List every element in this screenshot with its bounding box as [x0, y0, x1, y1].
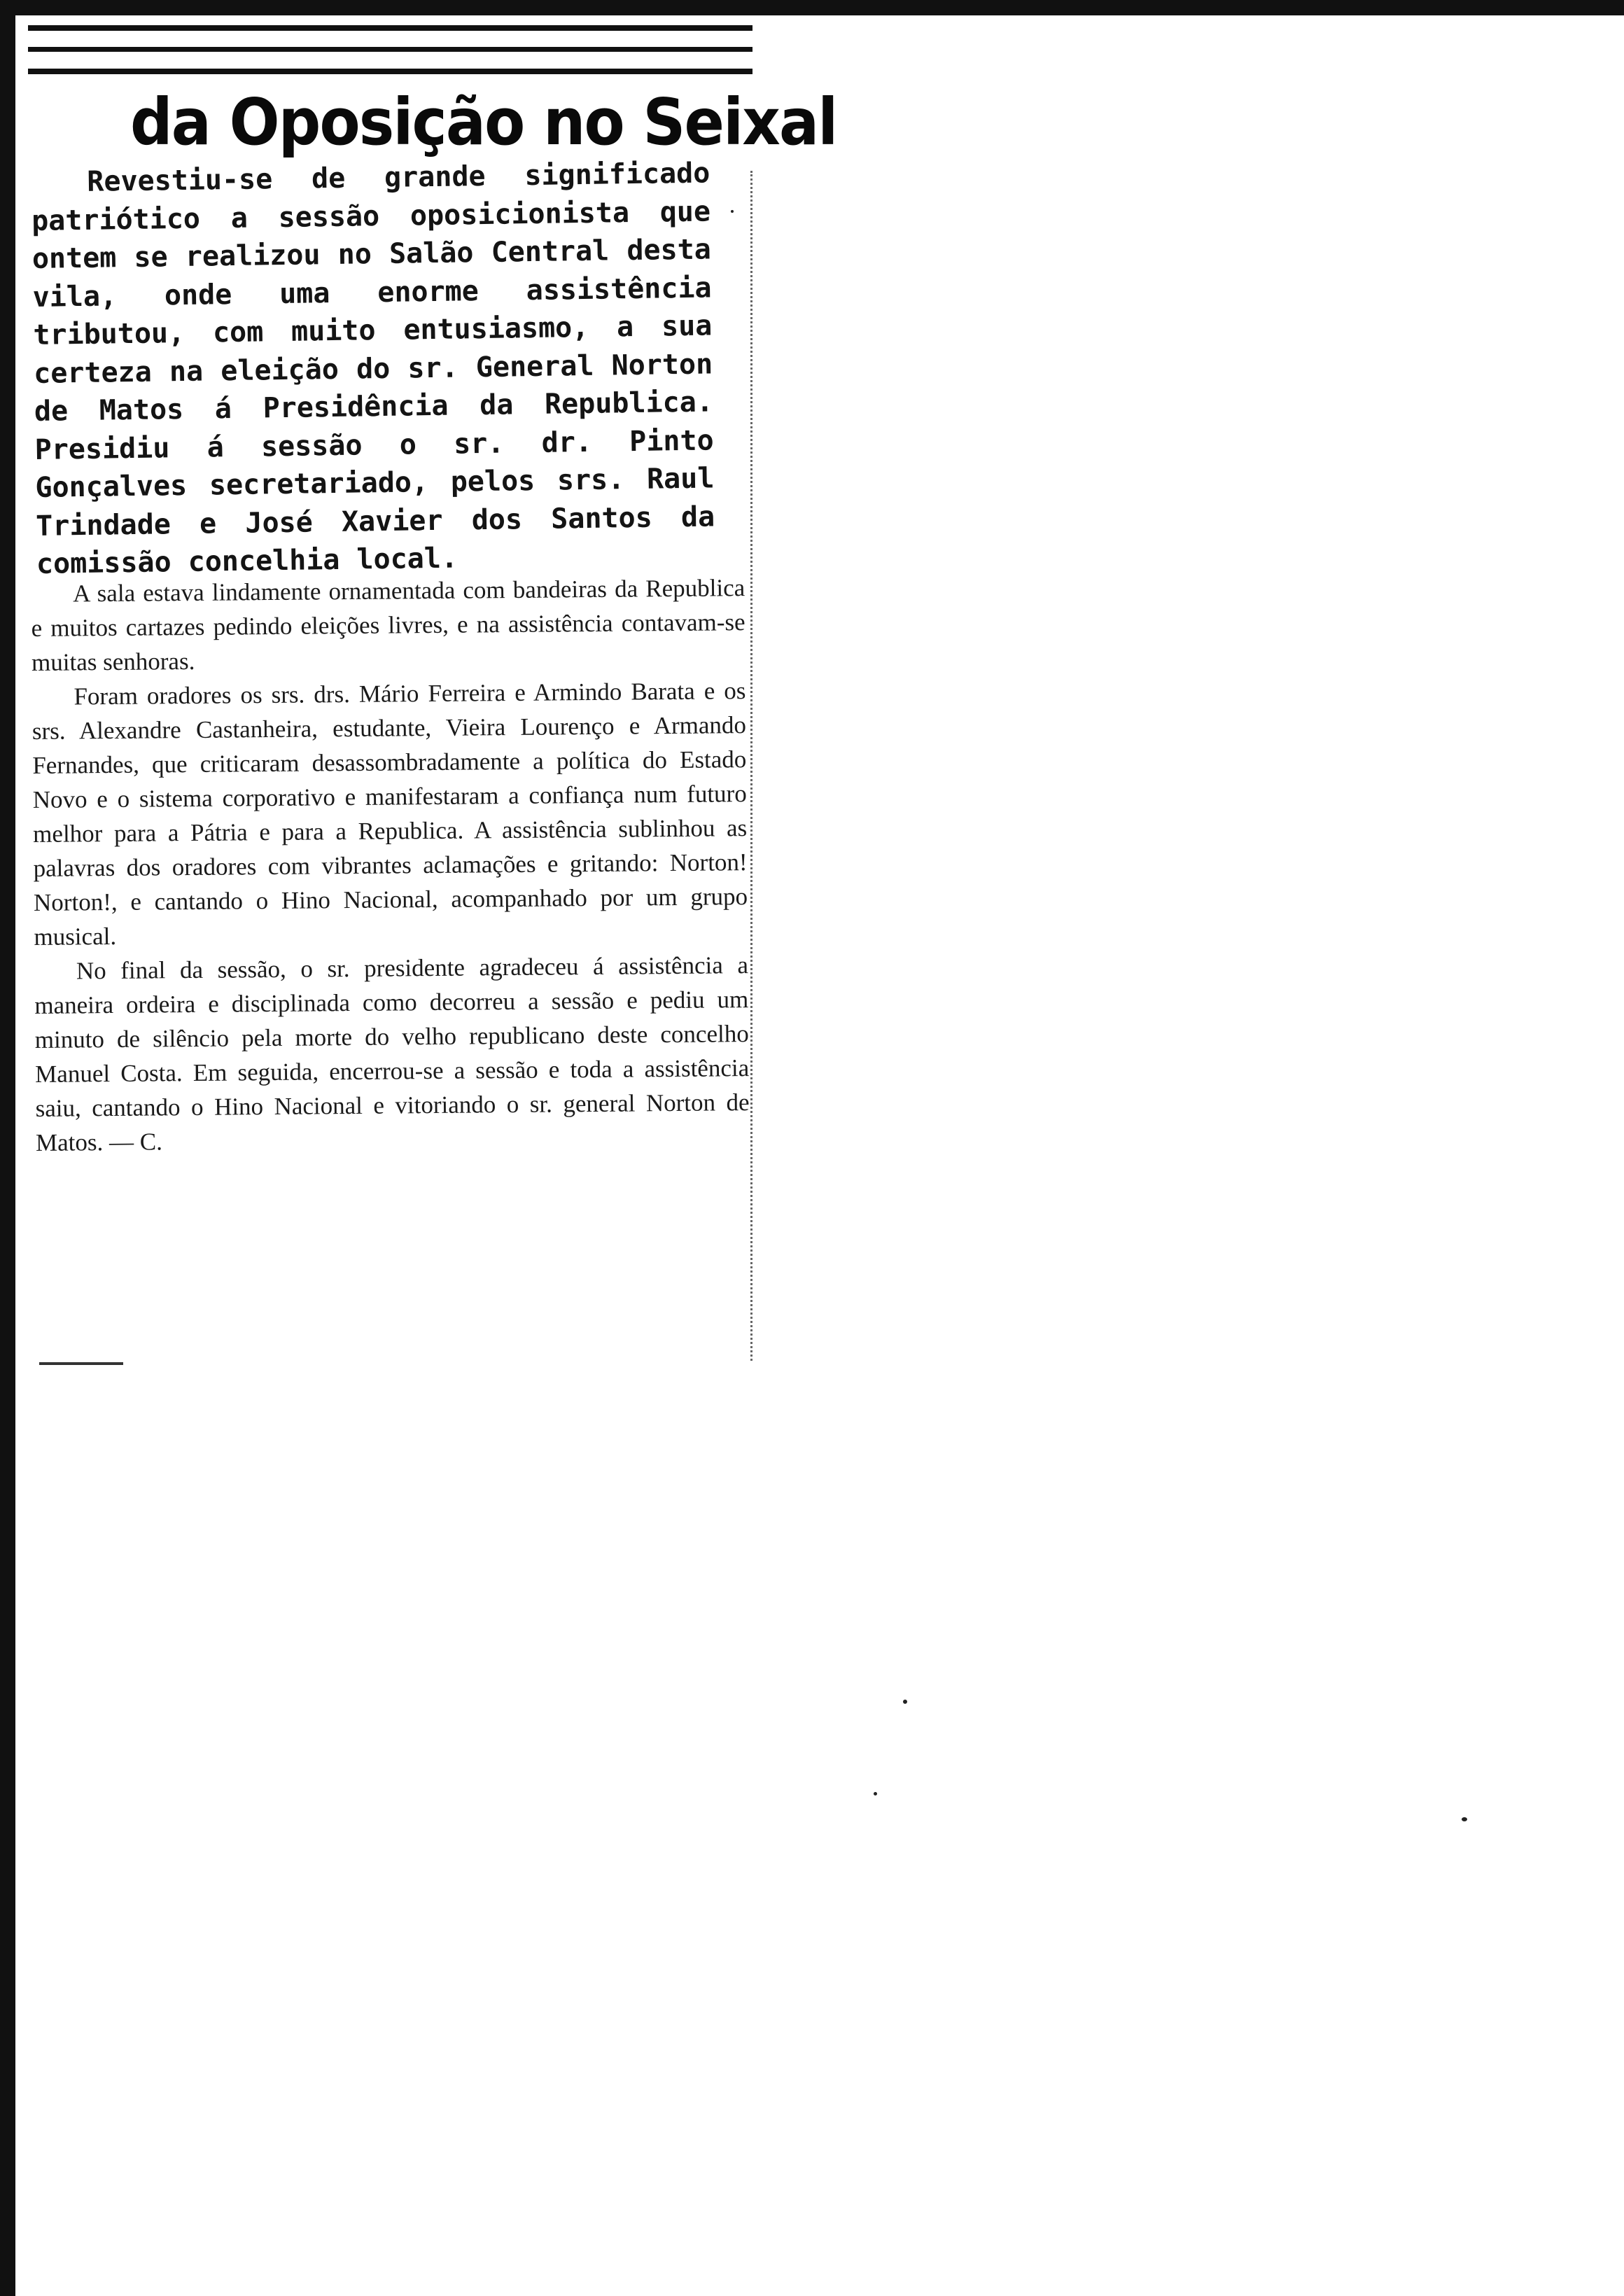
column-edge: [750, 171, 752, 1361]
article-body: [31, 570, 750, 1160]
scan-speck: [903, 1700, 907, 1704]
closing-rule: [39, 1362, 123, 1365]
scan-speck: [731, 210, 734, 213]
header-rule: [28, 25, 752, 74]
newspaper-clipping: [25, 17, 837, 1368]
body-paragraph: A sala estava lindamente ornamentada com bandeiras da Republica e muitos cartazes pedindo eleições livres, e na assistência contavam-se muitas senhoras.: [31, 574, 746, 676]
scan-edge-top: [0, 0, 1624, 15]
scan-edge-left: [0, 0, 15, 2296]
lead-paragraph: Revestiu-se de grande significado patriótico a sessão oposicionista que ontem se realizou no Salão Central desta vila, onde uma enorme assistência tributou, com muito entusiasmo, a sua certeza na eleição do sr. General Norton de Matos á Presidência da Republica. Presidiu á sessão o sr. dr. Pinto Gonçalves secretariado, pelos srs. Raul Trindade e José Xavier dos Santos da comissão concelhia local.: [31, 157, 715, 580]
scan-speck: [874, 1792, 877, 1795]
headline: da Oposição no Seixal: [130, 85, 837, 160]
body-paragraph: No final da sessão, o sr. presidente agradeceu á assistência a maneira ordeira e disciplinada como decorreu a sessão e pediu um minuto de silêncio pela morte do velho republicano deste concelho Manuel Costa. Em seguida, encerrou-se a sessão e toda a assistência saiu, cantando o Hino Nacional e vitoriando o sr. general Norton de Matos. — C.: [34, 951, 750, 1156]
body-paragraph: Foram oradores os srs. drs. Mário Ferreira e Armindo Barata e os srs. Alexandre Castanheira, estudante, Vieira Lourenço e Armando Fernandes, que criticaram desassombradamente a política do Estado Novo e o sistema corporativo e manifestaram a confiança num futuro melhor para a Pátria e para a Republica. A assistência sublinhou as palavras dos oradores com vibrantes aclamações e gritando: Norton! Norton!, e cantando o Hino Nacional, acompanhado por um grupo musical.: [31, 677, 748, 951]
scan-speck: [1462, 1817, 1467, 1821]
